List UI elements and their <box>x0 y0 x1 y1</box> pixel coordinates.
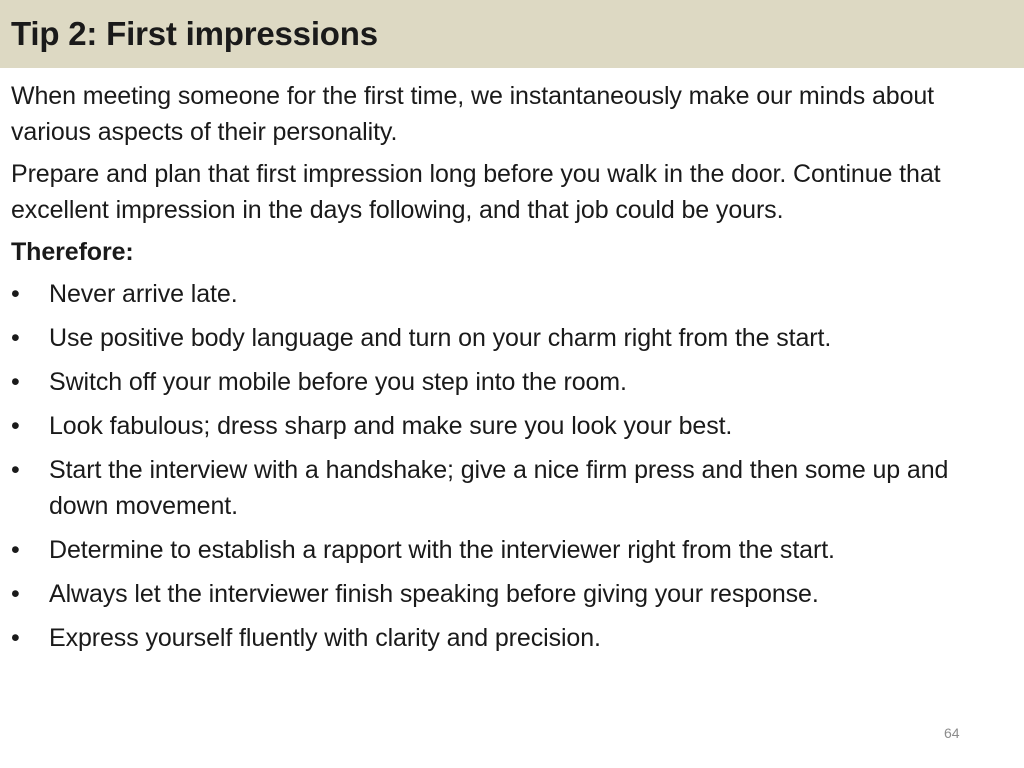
bullet-icon: • <box>11 368 20 396</box>
list-item <box>11 532 1011 568</box>
bullet-icon: • <box>11 280 20 308</box>
list-item-text: Determine to establish a rapport with the interviewer right from the start. <box>49 536 835 564</box>
list-item <box>11 452 1011 524</box>
preparation-paragraph: Prepare and plan that first impression long before you walk in the door. Continue that excellent impression in the days following, and that job could be yours. <box>11 160 941 224</box>
bullet-icon: • <box>11 536 20 564</box>
list-item-text: Always let the interviewer finish speaking before giving your response. <box>49 580 819 608</box>
bullet-icon: • <box>11 412 20 440</box>
list-item <box>11 276 1011 312</box>
list-item-text: Never arrive late. <box>49 280 238 308</box>
bullet-icon: • <box>11 456 20 484</box>
bullet-icon: • <box>11 624 20 652</box>
title-bar <box>0 0 1024 68</box>
list-item <box>11 620 1011 656</box>
list-item <box>11 576 1011 612</box>
list-item-text: Use positive body language and turn on your charm right from the start. <box>49 324 832 352</box>
list-item-text: Express yourself fluently with clarity and precision. <box>49 624 601 652</box>
bullet-icon: • <box>11 324 20 352</box>
tips-list <box>11 276 1011 656</box>
list-item <box>11 408 1011 444</box>
slide-title: Tip 2: First impressions <box>11 15 378 52</box>
list-item <box>11 364 1011 400</box>
page-number: 64 <box>944 725 960 741</box>
therefore-label: Therefore: <box>11 238 134 266</box>
bullet-icon: • <box>11 580 20 608</box>
slide-body <box>11 78 1011 664</box>
list-item-text: Start the interview with a handshake; give a nice firm press and then some up and down movement. <box>49 456 949 520</box>
list-item-text: Look fabulous; dress sharp and make sure you look your best. <box>49 412 733 440</box>
list-item-text: Switch off your mobile before you step into the room. <box>49 368 627 396</box>
list-item <box>11 320 1011 356</box>
intro-paragraph: When meeting someone for the first time, we instantaneously make our minds about various aspects of their personality. <box>11 82 935 146</box>
